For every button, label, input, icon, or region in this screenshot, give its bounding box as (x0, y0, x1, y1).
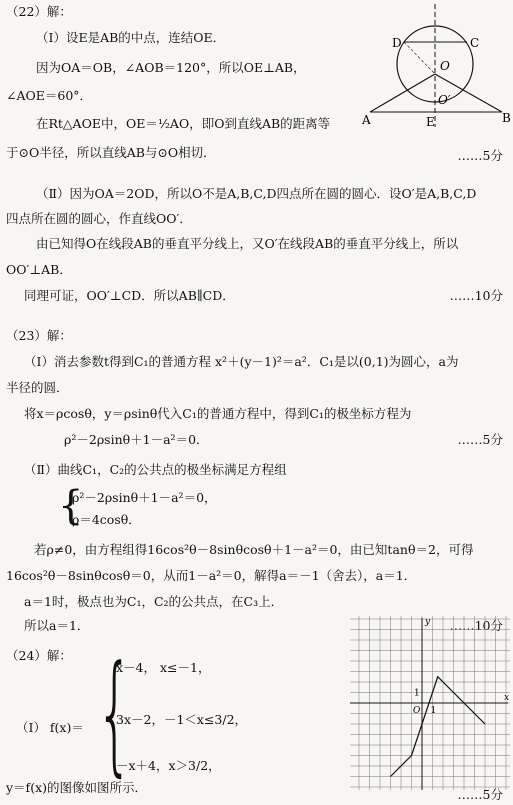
circle-figure (362, 2, 512, 127)
problem-23-heading: （23）解： (6, 328, 72, 343)
equation: ρ＝4cosθ． (72, 512, 141, 527)
text-line: 因为OA＝OB，∠AOB＝120°，所以OE⊥AB， (36, 60, 306, 75)
label-A: A (362, 113, 371, 127)
tick-label: 1 (430, 706, 437, 716)
score-mark: ……10分 (449, 288, 503, 303)
system-brace: { (58, 483, 84, 529)
axis-label-y: y (425, 617, 431, 627)
function-label: （Ⅰ） f(x)＝ (16, 720, 84, 735)
problem-24-heading: （24）解： (6, 648, 72, 663)
text-line: OO′⊥AB． (6, 262, 72, 277)
text-line: 由已知得O在线段AB的垂直平分线上，又O′在线段AB的垂直平分线上，所以 (36, 236, 459, 251)
text-line: （Ⅱ）因为OA＝2OD，所以O不是A,B,C,D四点所在圆的圆心．设O′是A,B,C,D (36, 186, 477, 201)
piecewise-brace: { (96, 637, 134, 789)
piece: 3x－2，－1＜x≤3/2， (116, 712, 248, 727)
text-line: （Ⅰ）消去参数t得到C₁的普通方程 x²＋(y－1)²＝a²．C₁是以(0,1)为圆心，a为 (24, 354, 459, 369)
label-B: B (502, 111, 511, 125)
score-mark: ……5分 (457, 787, 503, 802)
label-O: O (440, 59, 450, 73)
graph-curve (391, 677, 486, 777)
label-E: E (426, 115, 435, 127)
text-line: 若ρ≠0，由方程组得16cos²θ－8sinθcosθ＋1－a²＝0，由已知tanθ＝2，可得 (34, 542, 474, 557)
text-line: 所以a＝1． (24, 618, 90, 633)
text-line: a＝1时，极点也为C₁，C₂的公共点，在C₃上． (24, 594, 284, 609)
problem-22-heading: （22）解： (6, 4, 72, 19)
piece: x－4， x≤－1， (116, 660, 211, 675)
label-C: C (470, 36, 480, 50)
text-line: 于⊙O半径，所以直线AB与⊙O相切． (6, 145, 216, 160)
function-graph (348, 612, 512, 792)
text-line: 在Rt△AOE中，OE＝½AO，即O到直线AB的距离等 (36, 116, 331, 131)
score-mark: ……10分 (449, 618, 503, 633)
equation: ρ²－2ρsinθ＋1－a²＝0． (64, 432, 209, 447)
tick-label: 1 (414, 688, 420, 699)
text-line: y＝f(x)的图像如图所示． (6, 780, 147, 795)
text-line: （Ⅱ）曲线C₁，C₂的公共点的极坐标满足方程组 (24, 462, 287, 477)
origin-label: O (413, 706, 421, 716)
axis-label-x: x (504, 693, 510, 703)
equation: ρ²－2ρsinθ＋1－a²＝0， (72, 490, 217, 505)
text-line: 将x＝ρcosθ，y＝ρsinθ代入C₁的普通方程中，得到C₁的极坐标方程为 (24, 406, 412, 421)
text-line: 半径的圆． (6, 380, 69, 395)
label-O-prime: O′ (438, 93, 451, 107)
text-line: 四点所在圆的圆心，作直线OO′． (6, 211, 192, 226)
text-line: ∠AOE＝60°． (6, 88, 93, 103)
piece: －x＋4，x＞3/2， (116, 758, 221, 773)
text-line: 16cos²θ－8sinθcosθ＝0，从而1－a²＝0，解得a＝－1（舍去），a＝1． (6, 568, 417, 583)
text-line: 同理可证，OO′⊥CD．所以AB∥CD． (24, 288, 235, 303)
score-mark: ……5分 (457, 148, 503, 163)
text-line: （Ⅰ）设E是AB的中点，连结OE． (36, 30, 226, 45)
score-mark: ……5分 (457, 432, 503, 447)
label-D: D (392, 36, 402, 50)
